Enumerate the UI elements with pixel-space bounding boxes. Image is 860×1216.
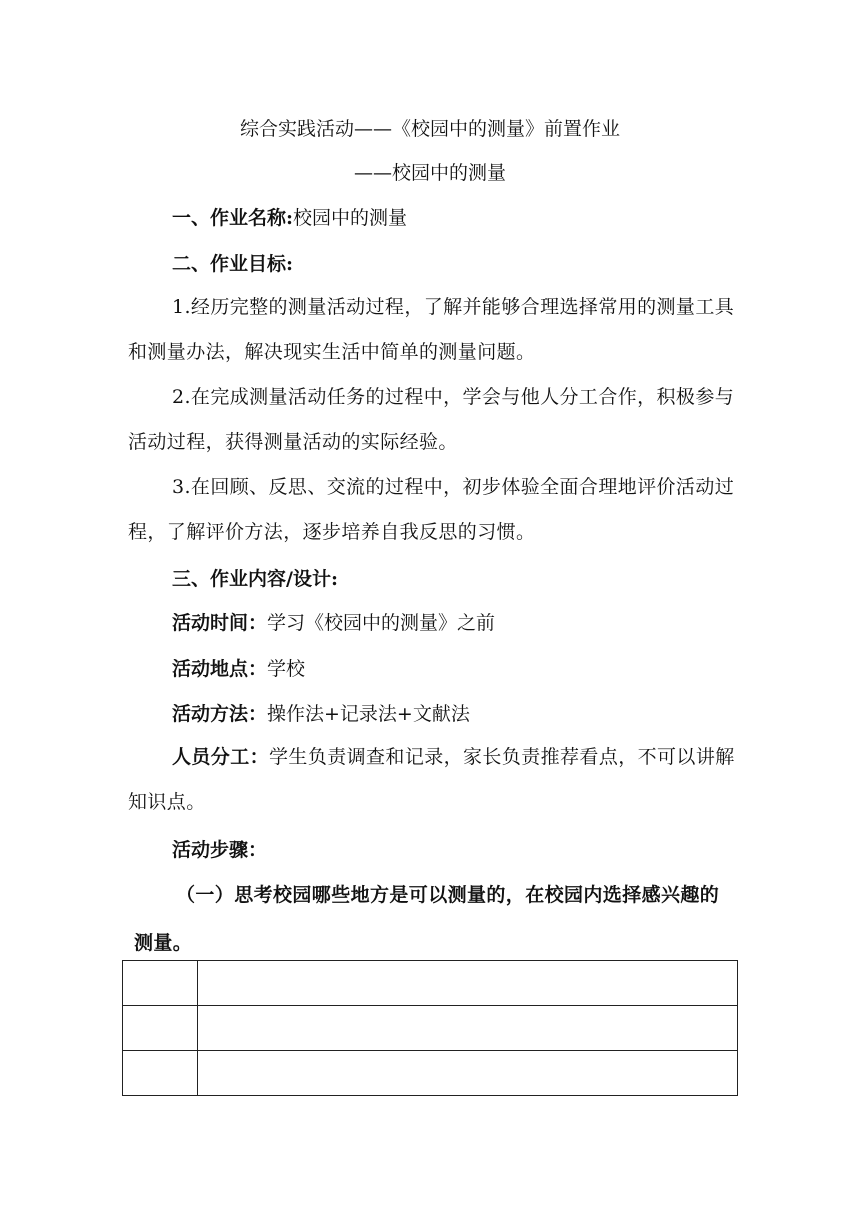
step-1: （一）思考校园哪些地方是可以测量的，在校园内选择感兴趣的测量。 xyxy=(134,884,720,954)
section-1-value: 校园中的测量 xyxy=(293,207,408,229)
activity-method-label: 活动方法： xyxy=(172,703,268,725)
section-3-heading: 三、作业内容/设计: xyxy=(172,568,338,590)
activity-steps-label: 活动步骤： xyxy=(172,839,268,861)
activity-time-label: 活动时间： xyxy=(172,612,268,634)
table-cell[interactable] xyxy=(123,1051,198,1096)
page-title: 综合实践活动——《校园中的测量》前置作业 xyxy=(239,118,620,140)
activity-time xyxy=(172,611,495,635)
table-cell[interactable] xyxy=(198,961,738,1006)
measurement-table xyxy=(122,960,738,1096)
table-cell[interactable] xyxy=(198,1006,738,1051)
activity-place xyxy=(172,657,305,681)
activity-time-value: 学习《校园中的测量》之前 xyxy=(267,612,496,634)
section-1-label: 一、作业名称: xyxy=(172,207,294,229)
table-cell[interactable] xyxy=(123,961,198,1006)
table-cell[interactable] xyxy=(123,1006,198,1051)
section-1-heading xyxy=(172,206,407,230)
table-row xyxy=(123,961,738,1006)
page-subtitle: ——校园中的测量 xyxy=(353,162,506,184)
section-2-heading: 二、作业目标: xyxy=(172,253,294,275)
table-cell[interactable] xyxy=(198,1051,738,1096)
staff-division xyxy=(128,735,740,825)
goal-3: 3.在回顾、反思、交流的过程中，初步体验全面合理地评价活动过程，了解评价方法，逐步培养自我反思的习惯。 xyxy=(128,476,735,543)
table-row xyxy=(123,1006,738,1051)
activity-method xyxy=(172,702,470,726)
activity-method-value: 操作法+记录法+文献法 xyxy=(267,703,470,725)
goal-2: 2.在完成测量活动任务的过程中，学会与他人分工合作，积极参与活动过程，获得测量活动的实际经验。 xyxy=(128,386,735,453)
goal-1: 1.经历完整的测量活动过程，了解并能够合理选择常用的测量工具和测量办法，解决现实生活中简单的测量问题。 xyxy=(128,296,735,363)
activity-place-value: 学校 xyxy=(267,658,306,680)
staff-division-label: 人员分工： xyxy=(172,746,270,768)
activity-place-label: 活动地点： xyxy=(172,658,268,680)
staff-division-value: 学生负责调查和记录，家长负责推荐看点，不可以讲解知识点。 xyxy=(128,746,735,813)
table-row xyxy=(123,1051,738,1096)
